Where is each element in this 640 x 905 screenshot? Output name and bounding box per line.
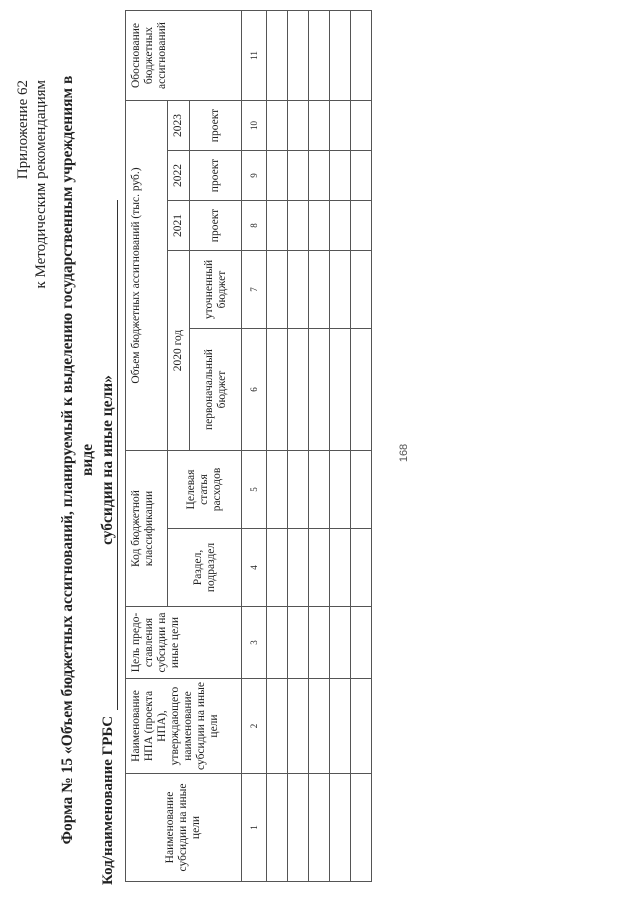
table-cell [330, 679, 351, 774]
table-cell [330, 329, 351, 451]
appendix-line-1: Приложение 62 [15, 80, 31, 180]
table-cell [351, 679, 372, 774]
col-number: 10 [242, 101, 267, 151]
form-title-line-2: субсидии на иные цели» [99, 375, 116, 545]
table-cell [330, 101, 351, 151]
table-cell [351, 11, 372, 101]
table-cell [267, 451, 288, 529]
table-cell [330, 451, 351, 529]
table-cell [309, 11, 330, 101]
table-cell [288, 11, 309, 101]
table-cell [288, 607, 309, 679]
header-project-2021: проект [190, 201, 242, 251]
table-cell [351, 251, 372, 329]
form-title-line-1: Форма № 15 «Объем бюджетных ассигнований, планируемый к выделению государственным учреждениям в виде [59, 75, 96, 845]
table-cell [288, 679, 309, 774]
col-number: 5 [242, 451, 267, 529]
header-year-2020: 2020 год [168, 251, 190, 451]
table-cell [330, 607, 351, 679]
header-target-article: Целевая статья расходов [168, 451, 242, 529]
table-cell [330, 251, 351, 329]
table-cell [351, 529, 372, 607]
col-number: 7 [242, 251, 267, 329]
table-cell [330, 11, 351, 101]
col-number: 2 [242, 679, 267, 774]
table-row [267, 11, 288, 882]
table-cell [351, 774, 372, 882]
grbs-fill-line [117, 200, 118, 710]
table-cell [351, 607, 372, 679]
header-budget-volume: Объем бюджетных ассигнований (тыс. руб.) [126, 101, 168, 451]
table-cell [288, 451, 309, 529]
table-cell [309, 451, 330, 529]
grbs-label: Код/наименование ГРБС [100, 715, 116, 885]
table-cell [288, 774, 309, 882]
table-cell [267, 329, 288, 451]
header-npa-name: Наименование НПА (проекта НПА), утверждающего наименование субсидии на иные цели [126, 679, 242, 774]
table-cell [330, 201, 351, 251]
table-cell [309, 329, 330, 451]
table-cell [267, 679, 288, 774]
table-row [351, 11, 372, 882]
header-subsidy-name: Наименование субсидии на иные цели [126, 774, 242, 882]
table-cell [351, 451, 372, 529]
table-cell [267, 201, 288, 251]
table-cell [351, 151, 372, 201]
header-initial-budget: первоначальный бюджет [190, 329, 242, 451]
col-number: 1 [242, 774, 267, 882]
header-section: Раздел, подраздел [168, 529, 242, 607]
table-cell [309, 201, 330, 251]
appendix-line-2: к Методическим рекомендациям [33, 80, 49, 289]
table-cell [351, 329, 372, 451]
table-row [288, 11, 309, 882]
table-cell [288, 201, 309, 251]
header-budget-code: Код бюджетной классификации [126, 451, 168, 607]
header-justification: Обоснование бюджетных ассигнований [126, 11, 242, 101]
table-cell [330, 151, 351, 201]
table-cell [288, 151, 309, 201]
header-year-2022: 2022 [168, 151, 190, 201]
table-cell [267, 151, 288, 201]
page-number: 168 [398, 443, 410, 463]
table-cell [351, 101, 372, 151]
header-year-2023: 2023 [168, 101, 190, 151]
table-cell [288, 529, 309, 607]
header-project-2023: проект [190, 101, 242, 151]
table-cell [330, 529, 351, 607]
col-number: 3 [242, 607, 267, 679]
table-cell [309, 151, 330, 201]
col-number: 8 [242, 201, 267, 251]
header-project-2022: проект [190, 151, 242, 201]
appendix-note [14, 80, 50, 440]
table-cell [267, 774, 288, 882]
table-cell [309, 774, 330, 882]
table-cell [309, 607, 330, 679]
table-row [330, 11, 351, 882]
col-number: 9 [242, 151, 267, 201]
table-cell [267, 529, 288, 607]
table-cell [267, 101, 288, 151]
page-number-row [398, 0, 418, 905]
table-cell [309, 101, 330, 151]
col-number: 6 [242, 329, 267, 451]
header-year-2021: 2021 [168, 201, 190, 251]
table-cell [288, 329, 309, 451]
table-cell [267, 11, 288, 101]
header-refined-budget: уточненный бюджет [190, 251, 242, 329]
table-cell [309, 529, 330, 607]
budget-table [125, 10, 372, 882]
table-cell [267, 607, 288, 679]
table-cell [267, 251, 288, 329]
col-number: 4 [242, 529, 267, 607]
col-number: 11 [242, 11, 267, 101]
table-cell [288, 251, 309, 329]
table-cell [288, 101, 309, 151]
table-row [309, 11, 330, 882]
table-cell [309, 679, 330, 774]
table-cell [330, 774, 351, 882]
table-cell [351, 201, 372, 251]
table-cell [309, 251, 330, 329]
header-purpose: Цель предо-ставления субсидии на иные цели [126, 607, 242, 679]
